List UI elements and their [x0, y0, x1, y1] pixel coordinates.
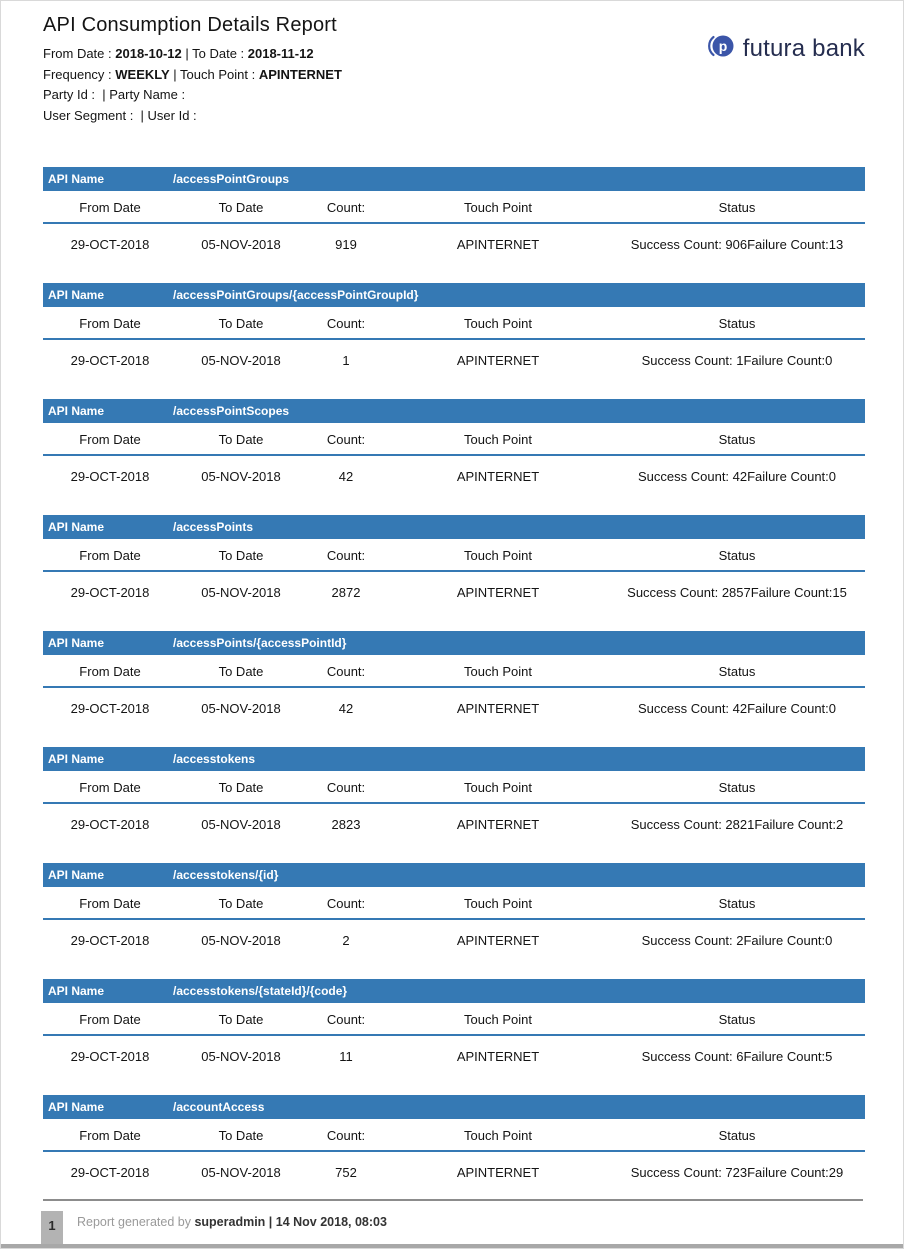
page-number-badge: 1	[41, 1211, 63, 1244]
frequency-label: Frequency :	[43, 66, 116, 82]
col-status: Status	[718, 432, 756, 447]
col-status: Status	[718, 780, 756, 795]
cell-count: 42	[338, 701, 354, 716]
col-status: Status	[718, 548, 756, 563]
api-section	[43, 979, 865, 1064]
table-row	[43, 920, 865, 948]
col-count: Count:	[326, 780, 366, 795]
col-count: Count:	[326, 548, 366, 563]
cell-count: 752	[335, 1165, 357, 1180]
api-name-label: API Name	[48, 636, 105, 650]
cell-from-date: 29-OCT-2018	[70, 469, 150, 484]
table-row	[43, 1036, 865, 1064]
cell-from-date: 29-OCT-2018	[70, 237, 150, 252]
col-touch-point: Touch Point	[464, 316, 532, 331]
cell-to-date: 05-NOV-2018	[201, 237, 281, 252]
cell-from-date: 29-OCT-2018	[70, 817, 150, 832]
cell-status: Success Count: 906Failure Count:13	[630, 237, 844, 252]
col-from-date: From Date	[79, 432, 141, 447]
api-path: /accessPointScopes	[173, 404, 290, 418]
api-path: /accessPoints	[173, 520, 254, 534]
api-section	[43, 1095, 865, 1180]
logo-text: futura bank	[742, 34, 865, 62]
meta-line-party: Party Id : | Party Name :	[43, 87, 186, 102]
cell-to-date: 05-NOV-2018	[201, 701, 281, 716]
col-count: Count:	[326, 896, 366, 911]
generated-by-value: superadmin | 14 Nov 2018, 08:03	[194, 1215, 387, 1229]
touch-point-value: APINTERNET	[258, 66, 342, 82]
cell-status: Success Count: 2821Failure Count:2	[630, 817, 844, 832]
report-meta	[43, 44, 342, 126]
api-path: /accesstokens/{stateId}/{code}	[173, 984, 348, 998]
api-section	[43, 399, 865, 484]
cell-to-date: 05-NOV-2018	[201, 585, 281, 600]
api-header-bar	[43, 399, 865, 423]
api-section	[43, 167, 865, 252]
col-status: Status	[718, 1012, 756, 1027]
futura-bank-logo	[706, 30, 865, 67]
col-count: Count:	[326, 664, 366, 679]
api-section	[43, 863, 865, 948]
api-header-bar	[43, 515, 865, 539]
col-to-date: To Date	[218, 896, 264, 911]
api-name-label: API Name	[48, 752, 105, 766]
api-section	[43, 515, 865, 600]
cell-from-date: 29-OCT-2018	[70, 585, 150, 600]
api-name-label: API Name	[48, 288, 105, 302]
cell-status: Success Count: 2857Failure Count:15	[627, 585, 847, 600]
col-to-date: To Date	[218, 1012, 264, 1027]
col-to-date: To Date	[218, 432, 264, 447]
column-headers	[43, 771, 865, 804]
cell-count: 1	[342, 353, 350, 368]
column-headers	[43, 655, 865, 688]
cell-from-date: 29-OCT-2018	[70, 1165, 150, 1180]
cell-to-date: 05-NOV-2018	[201, 1165, 281, 1180]
col-count: Count:	[326, 432, 366, 447]
col-from-date: From Date	[79, 200, 141, 215]
page-bottom-strip	[1, 1244, 903, 1248]
col-touch-point: Touch Point	[464, 1012, 532, 1027]
cell-count: 11	[339, 1049, 353, 1064]
cell-count: 2823	[331, 817, 361, 832]
col-status: Status	[718, 664, 756, 679]
api-section	[43, 631, 865, 716]
footer-generated-text	[77, 1215, 387, 1229]
cell-from-date: 29-OCT-2018	[70, 1049, 150, 1064]
cell-to-date: 05-NOV-2018	[201, 933, 281, 948]
meta-line-dates	[43, 44, 342, 65]
col-from-date: From Date	[79, 1012, 141, 1027]
api-path: /accesstokens	[173, 752, 256, 766]
col-from-date: From Date	[79, 548, 141, 563]
api-path: /accountAccess	[173, 1100, 265, 1114]
touch-point-label: | Touch Point :	[169, 66, 259, 82]
api-path: /accessPointGroups/{accessPointGroupId}	[173, 288, 419, 302]
col-status: Status	[718, 316, 756, 331]
meta-line-frequency	[43, 65, 342, 86]
col-status: Status	[718, 200, 756, 215]
col-to-date: To Date	[218, 548, 264, 563]
column-headers	[43, 1003, 865, 1036]
generated-by-label: Report generated by	[77, 1215, 195, 1229]
col-count: Count:	[326, 316, 366, 331]
col-count: Count:	[326, 200, 366, 215]
cell-count: 2872	[331, 585, 361, 600]
col-touch-point: Touch Point	[464, 1128, 532, 1143]
api-name-label: API Name	[48, 868, 105, 882]
cell-status: Success Count: 6Failure Count:5	[641, 1049, 833, 1064]
svg-text:p: p	[718, 38, 727, 54]
cell-status: Success Count: 723Failure Count:29	[630, 1165, 844, 1180]
cell-status: Success Count: 2Failure Count:0	[641, 933, 833, 948]
cell-status: Success Count: 42Failure Count:0	[638, 701, 836, 716]
col-to-date: To Date	[218, 316, 264, 331]
cell-to-date: 05-NOV-2018	[201, 817, 281, 832]
table-row	[43, 804, 865, 832]
col-from-date: From Date	[79, 780, 141, 795]
cell-touch-point: APINTERNET	[456, 1165, 540, 1180]
api-tables	[43, 167, 865, 1180]
api-name-label: API Name	[48, 1100, 105, 1114]
cell-count: 42	[338, 469, 354, 484]
table-row	[43, 456, 865, 484]
column-headers	[43, 191, 865, 224]
from-date-label: From Date :	[43, 46, 116, 61]
api-header-bar	[43, 1095, 865, 1119]
api-name-label: API Name	[48, 984, 105, 998]
cell-to-date: 05-NOV-2018	[201, 469, 281, 484]
cell-touch-point: APINTERNET	[456, 817, 540, 832]
cell-to-date: 05-NOV-2018	[201, 1049, 281, 1064]
page-title: API Consumption Details Report	[43, 14, 337, 36]
api-path: /accessPointGroups	[173, 172, 290, 186]
api-section	[43, 283, 865, 368]
cell-from-date: 29-OCT-2018	[70, 933, 150, 948]
table-row	[43, 572, 865, 600]
col-count: Count:	[326, 1012, 366, 1027]
cell-touch-point: APINTERNET	[456, 585, 540, 600]
cell-count: 919	[335, 237, 357, 252]
to-date-value: 2018-11-12	[247, 46, 314, 61]
report-header	[43, 14, 865, 126]
cell-to-date: 05-NOV-2018	[201, 353, 281, 368]
api-name-label: API Name	[48, 404, 105, 418]
futura-bank-logo-icon	[706, 30, 738, 67]
cell-count: 2	[342, 933, 350, 948]
cell-status: Success Count: 1Failure Count:0	[641, 353, 833, 368]
api-header-bar	[43, 283, 865, 307]
col-count: Count:	[326, 1128, 366, 1143]
col-touch-point: Touch Point	[464, 200, 532, 215]
column-headers	[43, 1119, 865, 1152]
col-touch-point: Touch Point	[464, 664, 532, 679]
table-row	[43, 340, 865, 368]
col-to-date: To Date	[218, 664, 264, 679]
from-date-value: 2018-10-12	[115, 46, 182, 61]
col-to-date: To Date	[218, 780, 264, 795]
api-path: /accessPoints/{accessPointId}	[173, 636, 347, 650]
cell-touch-point: APINTERNET	[456, 237, 540, 252]
cell-touch-point: APINTERNET	[456, 469, 540, 484]
column-headers	[43, 887, 865, 920]
api-header-bar	[43, 747, 865, 771]
footer-divider	[43, 1199, 863, 1201]
api-section	[43, 747, 865, 832]
column-headers	[43, 423, 865, 456]
cell-touch-point: APINTERNET	[456, 353, 540, 368]
frequency-value: WEEKLY	[115, 66, 170, 82]
col-touch-point: Touch Point	[464, 896, 532, 911]
cell-touch-point: APINTERNET	[456, 1049, 540, 1064]
cell-from-date: 29-OCT-2018	[70, 353, 150, 368]
api-name-label: API Name	[48, 520, 105, 534]
report-header-left	[43, 14, 342, 126]
meta-line-user: User Segment : | User Id :	[43, 107, 197, 123]
col-status: Status	[718, 1128, 756, 1143]
cell-from-date: 29-OCT-2018	[70, 701, 150, 716]
cell-touch-point: APINTERNET	[456, 933, 540, 948]
report-page	[1, 1, 903, 1180]
col-touch-point: Touch Point	[464, 432, 532, 447]
col-from-date: From Date	[79, 316, 141, 331]
api-path: /accesstokens/{id}	[173, 868, 279, 882]
col-touch-point: Touch Point	[464, 780, 532, 795]
api-header-bar	[43, 863, 865, 887]
col-from-date: From Date	[79, 1128, 141, 1143]
table-row	[43, 688, 865, 716]
col-from-date: From Date	[79, 664, 141, 679]
col-status: Status	[718, 896, 756, 911]
api-header-bar	[43, 631, 865, 655]
col-to-date: To Date	[218, 200, 264, 215]
col-from-date: From Date	[79, 896, 141, 911]
cell-status: Success Count: 42Failure Count:0	[638, 469, 836, 484]
api-header-bar	[43, 167, 865, 191]
column-headers	[43, 539, 865, 572]
column-headers	[43, 307, 865, 340]
table-row	[43, 1152, 865, 1180]
col-touch-point: Touch Point	[464, 548, 532, 563]
api-header-bar	[43, 979, 865, 1003]
api-name-label: API Name	[48, 172, 105, 186]
to-date-label: | To Date :	[181, 46, 248, 61]
cell-touch-point: APINTERNET	[456, 701, 540, 716]
col-to-date: To Date	[218, 1128, 264, 1143]
table-row	[43, 224, 865, 252]
